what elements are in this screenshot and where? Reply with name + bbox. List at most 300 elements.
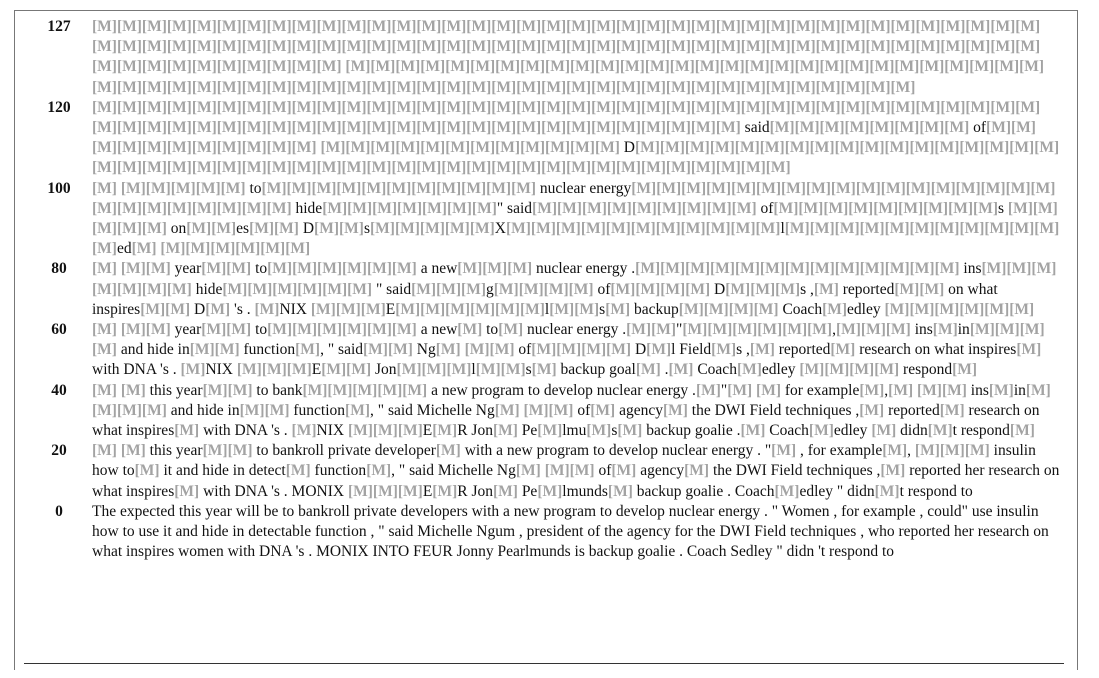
mask-token: [M] — [732, 321, 758, 339]
mask-token: [M] — [934, 139, 960, 157]
mask-token: [M] — [346, 361, 372, 379]
step-label: 20 — [51, 442, 67, 460]
mask-token: [M] — [241, 98, 267, 116]
mask-token: [M] — [486, 179, 512, 197]
mask-token: [M] — [959, 300, 985, 318]
mask-token: [M] — [322, 199, 348, 217]
mask-token: [M] — [186, 220, 212, 238]
mask-token: [M] — [678, 300, 704, 318]
mask-token: [M] — [681, 179, 707, 197]
mask-token: [M] — [515, 462, 541, 480]
mask-token: [M] — [715, 98, 741, 116]
mask-token: [M] — [505, 220, 531, 238]
mask-token: [M] — [391, 98, 417, 116]
mask-token: [M] — [757, 321, 783, 339]
mask-token: [M] — [665, 98, 691, 116]
mask-token: [M] — [694, 58, 720, 76]
mask-token: [M] — [446, 361, 472, 379]
mask-token: [M] — [370, 220, 395, 238]
mask-token: [M] — [591, 98, 617, 116]
mask-token: [M] — [461, 179, 487, 197]
mask-token: [M] — [191, 78, 217, 96]
mask-token: [M] — [475, 361, 501, 379]
mask-token: [M] — [1005, 179, 1031, 197]
step-label: 80 — [51, 260, 67, 278]
mask-token: [M] — [740, 159, 766, 177]
mask-token: [M] — [316, 38, 342, 56]
mask-token: [M] — [640, 119, 666, 137]
mask-token: [M] — [940, 98, 966, 116]
mask-token: [M] — [370, 58, 396, 76]
mask-token: [M] — [665, 159, 691, 177]
mask-token: [M] — [372, 199, 398, 217]
mask-token: [M] — [482, 260, 508, 278]
mask-token: [M] — [241, 159, 267, 177]
mask-token: [M] — [216, 78, 242, 96]
mask-token: [M] — [210, 240, 236, 258]
mask-token: [M] — [291, 98, 317, 116]
mask-token: [M] — [464, 341, 490, 359]
mask-token: [M] — [141, 199, 167, 217]
table-row — [26, 441, 1066, 502]
table-row — [26, 17, 1066, 98]
mask-token: [M] — [869, 119, 895, 137]
mask-token: [M] — [916, 381, 942, 399]
mask-token: [M] — [765, 38, 791, 56]
table-row — [26, 98, 1066, 179]
mask-token: [M] — [965, 98, 991, 116]
mask-token: [M] — [261, 179, 287, 197]
mask-token: [M] — [859, 260, 885, 278]
bottom-rule — [24, 663, 1064, 664]
mask-token: [M] — [216, 58, 242, 76]
mask-token: [M] — [286, 179, 312, 197]
mask-token: [M] — [511, 179, 537, 197]
mask-token: [M] — [141, 401, 167, 419]
mask-token: [M] — [491, 78, 517, 96]
mask-token: [M] — [92, 341, 117, 359]
mask-token: [M] — [260, 240, 286, 258]
mask-token: [M] — [516, 38, 542, 56]
mask-token: [M] — [815, 98, 841, 116]
mask-token: [M] — [930, 179, 956, 197]
mask-token: [M] — [266, 78, 292, 96]
mask-token: [M] — [174, 422, 200, 440]
mask-token: [M] — [241, 119, 267, 137]
mask-token: [M] — [491, 119, 517, 137]
mask-token: [M] — [541, 159, 567, 177]
mask-token: [M] — [239, 401, 265, 419]
mask-token: [M] — [314, 220, 339, 238]
mask-token: [M] — [291, 18, 317, 35]
mask-token: [M] — [834, 260, 860, 278]
mask-token: [M] — [684, 139, 710, 157]
mask-token: [M] — [226, 321, 252, 339]
mask-token: [M] — [141, 78, 167, 96]
mask-token: [M] — [727, 381, 753, 399]
mask-token: [M] — [347, 482, 373, 500]
mask-token: [M] — [819, 119, 845, 137]
mask-token: [M] — [422, 199, 447, 217]
mask-token: [M] — [556, 341, 582, 359]
mask-token: [M] — [909, 300, 935, 318]
mask-token: [M] — [291, 422, 317, 440]
mask-token: [M] — [165, 300, 191, 318]
mask-token: [M] — [616, 119, 641, 137]
mask-token: [M] — [591, 119, 617, 137]
mask-token: [M] — [909, 220, 935, 238]
mask-token: [M] — [731, 199, 757, 217]
mask-token: [M] — [141, 119, 167, 137]
mask-token: [M] — [635, 361, 661, 379]
mask-token: [M] — [317, 260, 342, 278]
mask-token: [M] — [927, 422, 953, 440]
mask-token: [M] — [711, 341, 737, 359]
mask-token: [M] — [397, 482, 423, 500]
mask-token: [M] — [214, 341, 240, 359]
mask-token: [M] — [316, 58, 342, 76]
mask-token: [M] — [361, 179, 387, 197]
mask-token: [M] — [1019, 321, 1045, 339]
mask-token: [M] — [914, 442, 940, 460]
mask-token: [M] — [631, 179, 657, 197]
mask-token: [M] — [834, 220, 860, 238]
mask-token: [M] — [660, 260, 686, 278]
mask-token: [M] — [302, 381, 328, 399]
mask-token: [M] — [874, 482, 900, 500]
mask-token: [M] — [470, 58, 496, 76]
sample-text — [92, 17, 1066, 98]
mask-token: [M] — [610, 280, 636, 298]
mask-token: [M] — [202, 381, 228, 399]
sample-text: [M] [M] this year[M][M] to bank[M][M][M][M][M] a new program to develop nuclear energy .[M]"[M] [M] for example[M],[M] [M][M] ins[M]in[M][M][M][M] and hide in[M][M] function[M], " said Michelle Ng[M] [M][M] of[M] agency[M] the DWI Field techniques ,[M] reported[M] research on what inspires[M] with DNA 's . [M]NIX [M][M][M]E[M]R Jon[M] Pe[M]lmu[M]s[M] backup goalie .[M] Coach[M]edley [M] didn[M]t respond[M] — [92, 381, 1051, 440]
mask-token: [M] — [466, 119, 492, 137]
mask-token: [M] — [92, 442, 117, 460]
mask-token: [M] — [1009, 422, 1035, 440]
mask-token: [M] — [590, 401, 616, 419]
mask-token: [M] — [616, 98, 641, 116]
mask-token: [M] — [715, 119, 741, 137]
mask-token: [M] — [651, 321, 677, 339]
mask-token: [M] — [830, 179, 856, 197]
mask-token: [M] — [92, 240, 117, 258]
mask-token: [M] — [446, 199, 472, 217]
mask-token: [M] — [174, 482, 200, 500]
mask-token: [M] — [116, 18, 142, 35]
mask-token: [M] — [824, 361, 850, 379]
mask-token: [M] — [416, 159, 442, 177]
mask-token: [M] — [790, 78, 816, 96]
mask-token: [M] — [457, 321, 483, 339]
mask-token: [M] — [141, 38, 167, 56]
mask-token: [M] — [965, 38, 991, 56]
mask-token: [M] — [566, 119, 592, 137]
mask-token: [M] — [116, 98, 142, 116]
mask-token: [M] — [574, 300, 600, 318]
mask-token: [M] — [915, 18, 941, 35]
mask-token: [M] — [855, 179, 881, 197]
mask-token: [M] — [835, 321, 861, 339]
mask-token: [M] — [784, 220, 810, 238]
mask-token: [M] — [416, 98, 442, 116]
mask-token: [M] — [1006, 260, 1032, 278]
mask-token: [M] — [366, 260, 392, 278]
mask-token: [M] — [669, 58, 695, 76]
mask-token: [M] — [705, 220, 731, 238]
mask-token: [M] — [335, 300, 361, 318]
mask-token: [M] — [566, 38, 592, 56]
mask-token: [M] — [815, 18, 841, 35]
mask-token: [M] — [491, 159, 517, 177]
mask-token: [M] — [291, 159, 317, 177]
mask-token: [M] — [466, 78, 492, 96]
mask-token: [M] — [969, 321, 995, 339]
mask-token: [M] — [616, 78, 641, 96]
mask-token: [M] — [341, 38, 367, 56]
mask-token: [M] — [591, 159, 617, 177]
mask-token: [M] — [769, 58, 795, 76]
mask-token: [M] — [710, 260, 735, 278]
sample-text: [M] [M] this year[M][M] to bankroll private developer[M] with a new program to develop nuclear energy . "[M] , for example[M], [M][M][M] insulin how to[M] it and hide in detect[M] function[M], " said Michelle Ng[M] [M][M] of[M] agency[M] the DWI Field techniques ,[M] reported her research on what inspires[M] with DNA 's . MONIX [M][M][M]E[M]R Jon[M] Pe[M]lmunds[M] backup goalie . Coach[M]edley " didn[M]t respond to — [92, 442, 1060, 500]
mask-token: [M] — [489, 341, 515, 359]
mask-token: [M] — [794, 119, 820, 137]
mask-token: [M] — [205, 300, 231, 318]
mask-token: [M] — [469, 220, 495, 238]
mask-token: [M] — [607, 482, 633, 500]
mask-token: [M] — [948, 199, 974, 217]
sample-text: [M] [M][M] year[M][M] to[M][M][M][M][M][M] a new[M] to[M] nuclear energy .[M][M]"[M][M][M][M][M][M],[M][M][M] ins[M]in[M][M][M][M] and hide in[M][M] function[M], " said[M][M] Ng[M] [M][M] of[M][M][M][M] D[M]l Field[M]s ,[M] reported[M] research on what inspires[M] with DNA 's . [M]NIX [M][M][M]E[M][M] Jon[M][M][M]l[M][M]s[M] backup goal[M] .[M] Coach[M]edley [M][M][M][M] respond[M] — [92, 321, 1045, 379]
mask-token: [M] — [366, 159, 392, 177]
mask-token: [M] — [1009, 139, 1035, 157]
mask-token: [M] — [591, 78, 617, 96]
mask-token: [M] — [834, 139, 860, 157]
mask-token: [M] — [291, 139, 317, 157]
mask-token: [M] — [441, 119, 467, 137]
mask-token: [M] — [492, 482, 518, 500]
mask-token: [M] — [92, 280, 117, 298]
mask-token: [M] — [180, 361, 206, 379]
mask-token: [M] — [226, 260, 252, 278]
mask-token: [M] — [784, 139, 810, 157]
mask-token: [M] — [457, 260, 483, 278]
mask-token: [M] — [865, 98, 891, 116]
mask-token: [M] — [690, 119, 716, 137]
mask-token: [M] — [1025, 381, 1051, 399]
mask-token: [M] — [939, 442, 965, 460]
mask-token: [M] — [690, 78, 716, 96]
mask-token: [M] — [372, 422, 398, 440]
mask-token: [M] — [470, 300, 496, 318]
mask-token: [M] — [548, 401, 574, 419]
mask-token: [M] — [566, 98, 592, 116]
mask-token: [M] — [160, 240, 186, 258]
mask-token: [M] — [267, 321, 293, 339]
mask-token: [M] — [964, 442, 990, 460]
mask-token: [M] — [291, 78, 317, 96]
mask-token: [M] — [391, 18, 417, 35]
mask-token: [M] — [537, 422, 563, 440]
mask-token: [M] — [141, 98, 167, 116]
mask-token: [M] — [416, 119, 442, 137]
mask-token: [M] — [890, 78, 916, 96]
mask-token: [M] — [370, 139, 396, 157]
mask-token: [M] — [888, 381, 914, 399]
mask-token: [M] — [166, 119, 192, 137]
mask-token: [M] — [495, 58, 521, 76]
mask-token: [M] — [141, 220, 167, 238]
mask-token: [M] — [523, 401, 549, 419]
mask-token: [M] — [734, 260, 760, 278]
mask-token: [M] — [341, 78, 367, 96]
mask-token: [M] — [690, 159, 716, 177]
mask-token: [M] — [386, 179, 412, 197]
mask-token: [M] — [840, 98, 866, 116]
table-row — [26, 179, 1066, 260]
mask-token: [M] — [471, 199, 497, 217]
mask-token: [M] — [715, 38, 741, 56]
mask-token: [M] — [959, 220, 985, 238]
mask-token: [M] — [655, 220, 681, 238]
mask-token: [M] — [890, 98, 916, 116]
mask-token: [M] — [822, 300, 848, 318]
mask-token: [M] — [909, 260, 935, 278]
mask-token: [M] — [662, 401, 688, 419]
mask-token: [M] — [436, 280, 462, 298]
mask-token: [M] — [965, 18, 991, 35]
mask-token: [M] — [665, 119, 691, 137]
mask-token: [M] — [116, 401, 142, 419]
mask-token: [M] — [859, 220, 885, 238]
mask-token: [M] — [990, 98, 1016, 116]
mask-token: [M] — [541, 98, 567, 116]
mask-token: [M] — [347, 422, 373, 440]
mask-token: [M] — [266, 98, 292, 116]
mask-token: [M] — [849, 361, 875, 379]
mask-token: [M] — [753, 300, 779, 318]
mask-token: [M] — [191, 159, 217, 177]
mask-token: [M] — [859, 139, 885, 157]
mask-token: [M] — [266, 38, 292, 56]
mask-token: [M] — [685, 280, 711, 298]
mask-token: [M] — [798, 199, 824, 217]
mask-token: [M] — [402, 381, 428, 399]
mask-token: [M] — [236, 361, 262, 379]
mask-token: [M] — [116, 199, 142, 217]
mask-token: [M] — [166, 139, 192, 157]
mask-token: [M] — [569, 58, 595, 76]
mask-token: [M] — [556, 199, 582, 217]
mask-token: [M] — [216, 199, 242, 217]
mask-token: [M] — [725, 280, 751, 298]
mask-token: [M] — [941, 381, 967, 399]
mask-token: [M] — [690, 98, 716, 116]
mask-token: [M] — [272, 280, 298, 298]
mask-token: [M] — [366, 119, 392, 137]
mask-token: [M] — [860, 321, 886, 339]
mask-token: [M] — [660, 280, 686, 298]
step-label: 127 — [47, 18, 71, 35]
mask-token: [M] — [191, 58, 217, 76]
mask-token: [M] — [986, 119, 1011, 137]
mask-token: [M] — [580, 220, 606, 238]
mask-token: [M] — [709, 139, 735, 157]
mask-token: [M] — [421, 361, 447, 379]
mask-token: [M] — [1034, 220, 1060, 238]
mask-token: [M] — [267, 260, 293, 278]
mask-token: [M] — [740, 78, 766, 96]
mask-token: [M] — [391, 159, 417, 177]
mask-token: [M] — [934, 220, 960, 238]
mask-token: [M] — [191, 38, 217, 56]
mask-token: [M] — [665, 78, 691, 96]
mask-token: [M] — [706, 179, 732, 197]
mask-token: [M] — [347, 280, 373, 298]
mask-token: [M] — [631, 199, 657, 217]
mask-token: [M] — [790, 38, 816, 56]
mask-token: [M] — [1016, 341, 1042, 359]
mask-token: [M] — [266, 58, 292, 76]
mask-token: [M] — [520, 58, 546, 76]
mask-token: [M] — [92, 78, 117, 96]
mask-token: [M] — [973, 199, 998, 217]
mask-token: [M] — [769, 119, 795, 137]
mask-token: [M] — [500, 361, 526, 379]
mask-token: [M] — [285, 240, 311, 258]
mask-token: [M] — [274, 220, 299, 238]
mask-token: [M] — [445, 58, 471, 76]
mask-token: [M] — [734, 139, 760, 157]
mask-token: [M] — [116, 220, 142, 238]
step-label: 120 — [47, 98, 71, 116]
mask-token: [M] — [635, 260, 661, 278]
table-row — [26, 502, 1066, 563]
mask-token: [M] — [784, 260, 810, 278]
mask-token: [M] — [249, 220, 275, 238]
mask-token: [M] — [416, 18, 442, 35]
mask-token: [M] — [740, 18, 766, 35]
mask-token: [M] — [345, 401, 370, 419]
mask-token: [M] — [441, 78, 467, 96]
mask-token: [M] — [894, 119, 920, 137]
mask-token: [M] — [391, 321, 417, 339]
mask-token: [M] — [120, 321, 146, 339]
mask-token: [M] — [740, 98, 766, 116]
mask-token: [M] — [466, 98, 492, 116]
mask-token: [M] — [605, 220, 631, 238]
mask-token: [M] — [327, 381, 353, 399]
mask-token: [M] — [397, 199, 422, 217]
mask-token: [M] — [865, 78, 891, 96]
mask-token: [M] — [955, 179, 981, 197]
mask-token: [M] — [516, 98, 542, 116]
mask-token: [M] — [640, 38, 666, 56]
mask-token: [M] — [341, 159, 367, 177]
mask-token: [M] — [919, 119, 945, 137]
mask-token: [M] — [809, 220, 835, 238]
mask-token: [M] — [216, 159, 242, 177]
mask-token: [M] — [934, 260, 960, 278]
table-row — [26, 259, 1066, 320]
mask-token: [M] — [969, 58, 995, 76]
mask-token: [M] — [715, 159, 741, 177]
mask-token: [M] — [665, 38, 691, 56]
mask-token: [M] — [366, 98, 392, 116]
mask-token: [M] — [507, 260, 533, 278]
mask-token: [M] — [516, 159, 542, 177]
mask-token: [M] — [668, 361, 694, 379]
mask-token: [M] — [884, 139, 910, 157]
mask-token: [M] — [581, 341, 607, 359]
